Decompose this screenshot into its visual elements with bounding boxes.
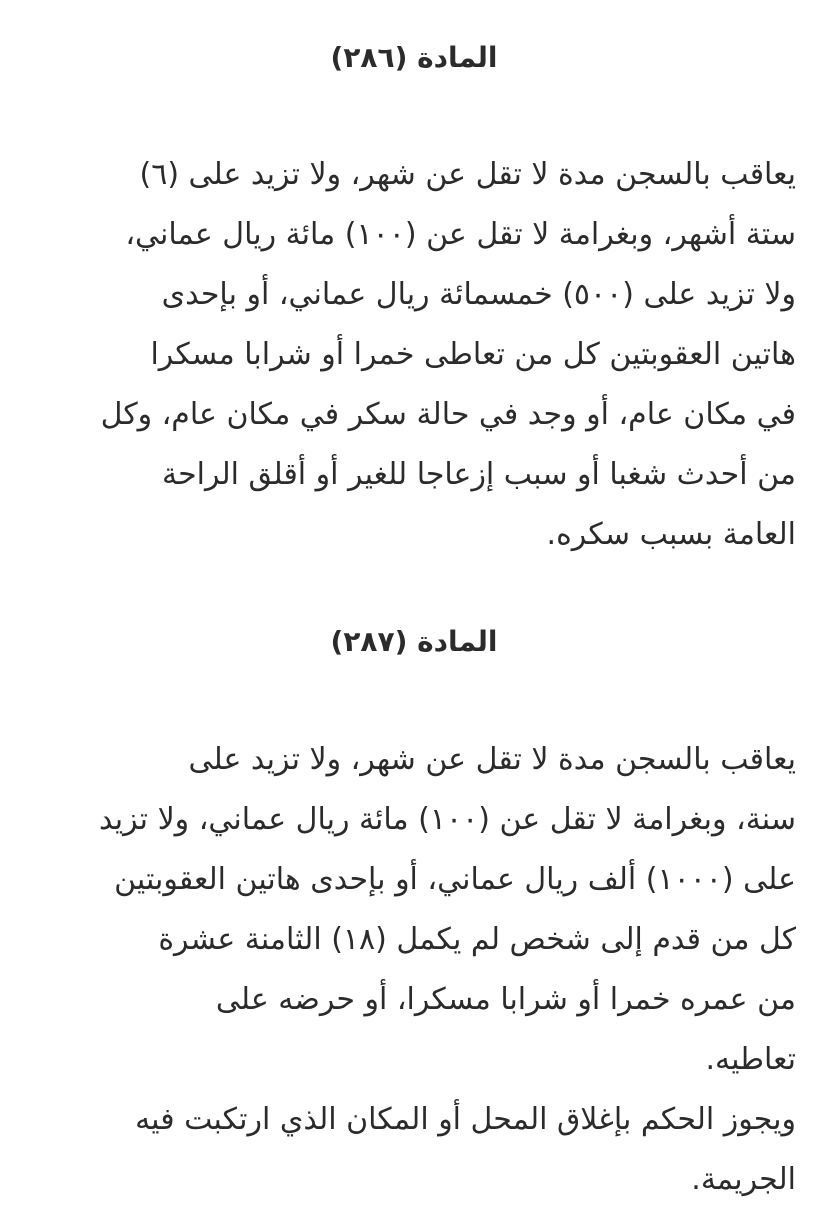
text-line: من عمره خمرا أو شرابا مسكرا، أو حرضه على bbox=[215, 982, 796, 1017]
text-line: من أحدث شغبا أو سبب إزعاجا للغير أو أقلق الراحة bbox=[161, 457, 796, 492]
text-line: في مكان عام، أو وجد في حالة سكر في مكان عام، وكل bbox=[100, 397, 796, 432]
text-line: العامة بسبب سكره. bbox=[546, 517, 796, 552]
article-287-text bbox=[32, 730, 796, 1210]
article-287-heading: المادة (٢٨٧) bbox=[330, 625, 498, 658]
text-line: كل من قدم إلى شخص لم يكمل (١٨) الثامنة عشرة bbox=[158, 922, 796, 957]
article-286-heading: المادة (٢٨٦) bbox=[330, 41, 498, 74]
text-line: تعاطيه. bbox=[705, 1042, 796, 1077]
text-line: ولا تزيد على (٥٠٠) خمسمائة ريال عماني، أو بإحدى bbox=[161, 277, 796, 312]
text-line: يعاقب بالسجن مدة لا تقل عن شهر، ولا تزيد على (٦) bbox=[139, 157, 796, 192]
text-line: الجريمة. bbox=[691, 1162, 796, 1197]
text-line: يعاقب بالسجن مدة لا تقل عن شهر، ولا تزيد على bbox=[188, 742, 796, 777]
text-line: ويجوز الحكم بإغلاق المحل أو المكان الذي ارتكبت فيه bbox=[135, 1102, 796, 1137]
article-286-text bbox=[32, 145, 796, 565]
text-line: هاتين العقوبتين كل من تعاطى خمرا أو شرابا مسكرا bbox=[150, 337, 796, 372]
text-line: سنة، وبغرامة لا تقل عن (١٠٠) مائة ريال عماني، ولا تزيد bbox=[99, 802, 796, 837]
text-line: ستة أشهر، وبغرامة لا تقل عن (١٠٠) مائة ريال عماني، bbox=[125, 217, 796, 252]
text-line: على (١٠٠٠) ألف ريال عماني، أو بإحدى هاتين العقوبتين bbox=[114, 862, 796, 897]
